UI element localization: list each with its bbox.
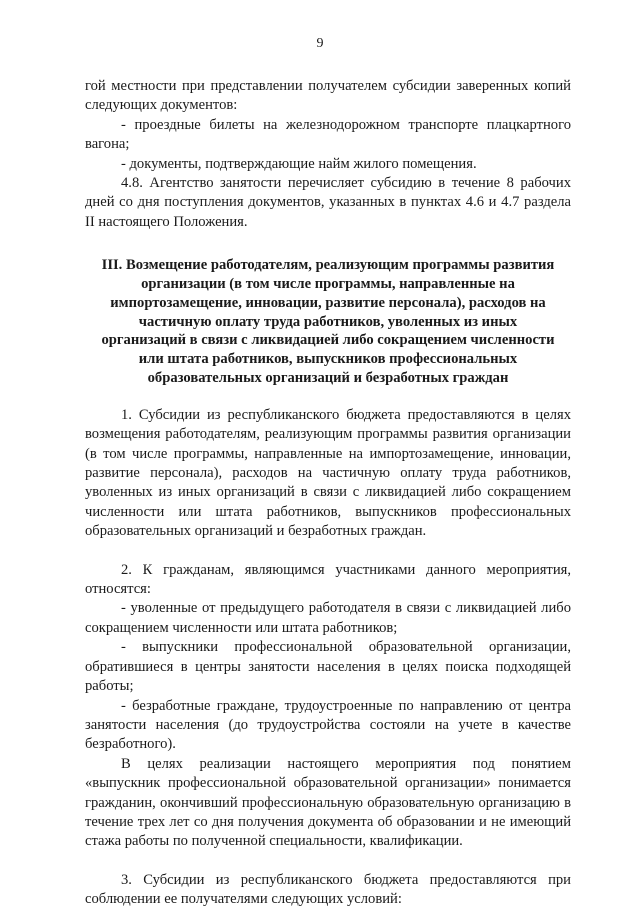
paragraph: 2. К гражданам, являющимся участниками данного мероприятия, относятся: — [85, 561, 571, 598]
paragraph: 4.8. Агентство занятости перечисляет субсидию в течение 8 рабочих дней со дня поступления документов, указанных в пунктах 4.6 и 4.7 раздела II настоящего Положения. — [85, 175, 571, 230]
section-heading: III. Возмещение работодателям, реализующим программы развития организации (в том числе программы, направленные на импортозамещение, инновации, развитие персонала), расходов на частичную оплату труда работников, уволенных из иных организаций в связи с ликвидацией либо сокращением численности или штата работников, выпускников профессиональных образовательных организаций и безработных граждан — [101, 257, 555, 387]
list-item: - документы, подтверждающие найм жилого помещения. — [121, 155, 477, 172]
page-number: 9 — [316, 36, 324, 51]
paragraph: 3. Субсидии из республиканского бюджета предоставляются при соблюдении ее получателями следующих условий: — [85, 871, 571, 908]
paragraph: гой местности при представлении получателем субсидии заверенных копий следующих документов: — [85, 78, 571, 114]
list-item: - проездные билеты на железнодорожном транспорте плацкартного вагона; — [85, 116, 571, 153]
paragraph-gap — [85, 542, 571, 561]
list-item: - уволенные от предыдущего работодателя в связи с ликвидацией либо сокращением численности или штата работников; — [85, 600, 571, 636]
document-body — [85, 77, 571, 910]
list-item: - выпускники профессиональной образовательной организации, обратившиеся в центры занятости населения в целях поиска подходящей работы; — [85, 639, 571, 695]
paragraph: 1. Субсидии из республиканского бюджета предоставляются в целях возмещения работодателям, реализующим программы развития организации (в том числе программы, направленные на импортозамещение, инновации, развитие персонала), расходов на частичную оплату труда работников, уволенных из иных организаций в связи с ликвидацией либо сокращением численности или штата работников, выпускников профессиональных образовательных организаций и безработных граждан. — [85, 406, 571, 540]
paragraph-gap — [85, 852, 571, 871]
list-item: - безработные граждане, трудоустроенные по направлению от центра занятости населения (до трудоустройства состояли на учете в качестве безработного). — [85, 697, 571, 753]
paragraph: В целях реализации настоящего мероприятия под понятием «выпускник профессиональной образовательной организации» понимается гражданин, окончивший профессиональную образовательную организацию в течение трех лет со дня получения документа об образовании и не имеющий стажа работы по полученной специальности, квалификации. — [85, 755, 571, 850]
